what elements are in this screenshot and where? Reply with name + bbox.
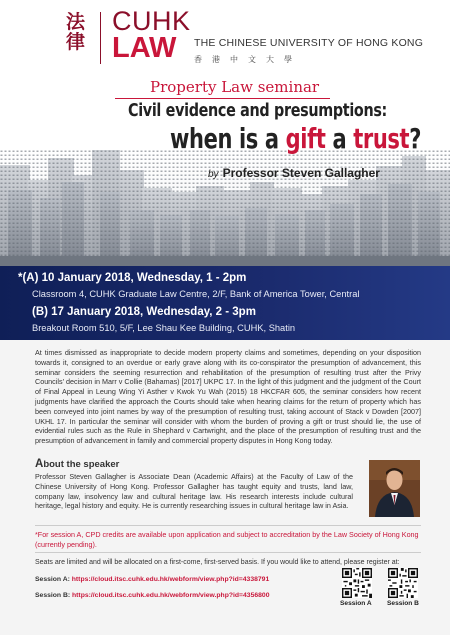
speaker-heading-initial: A xyxy=(35,458,44,470)
logo-divider xyxy=(100,12,101,64)
speaker-heading-rest: bout the speaker xyxy=(43,459,120,470)
seats-notice: Seats are limited and will be allocated on a first-come, first-served basis. If you would like to attend, please register at: xyxy=(35,559,400,566)
session-a-venue: Classroom 4, CUHK Graduate Law Centre, 2/F, Bank of America Tower, Central xyxy=(32,289,360,299)
registration-b-label: Session B: xyxy=(35,592,73,599)
logo-law: LAW xyxy=(112,32,177,64)
session-a-qr-label: Session A xyxy=(340,600,372,607)
session-b-venue: Breakout Room 510, 5/F, Lee Shau Kee Building, CUHK, Shatin xyxy=(32,323,296,333)
speaker-bio: Professor Steven Gallagher is Associate Dean (Academic Affairs) at the Faculty of Law of the Chinese University of Hong Kong. Professor Gallagher has taught equity and trusts, land law, company law, insolvency law and cultural heritage law. His research interests include cultural heritage, legal history and equity. He is currently researching issues in cultural heritage law in Asia. xyxy=(35,472,353,511)
session-b-qr-code[interactable] xyxy=(388,568,418,598)
header xyxy=(0,0,450,70)
title-part: when is a xyxy=(170,122,286,155)
speaker-name: Professor Steven Gallagher xyxy=(222,166,380,180)
session-a-qr-code[interactable] xyxy=(342,568,372,598)
registration-b xyxy=(35,592,269,599)
cpd-note: *For session A, CPD credits are available upon application and subject to accreditation by the Law Society of Hong Kong (currently pending). xyxy=(35,530,419,549)
hero-banner xyxy=(0,70,450,266)
seminar-abstract: At times dismissed as inappropriate to decide modern property claims and sometimes, depending on your disposition towards it, consigned to an overdue or early grave along with its co-conspirator the presumption of advancement, this seminar considers the seeming resurrection and rehabilitation of the presumption of resulting trust after the Privy Councils' decision in Marr v Collie (Bahamas) [2017] UKPC 17. In the light of this judgment and the judgment of the Court of Final Appeal in Leung Wing Yi Asther v Kwok Yu Wah (2015) 18 HKCFAR 605, the seminar considers how recent judgments have clarified the approach the Courts should take when hearing claims for the return of property which has been conveyed into joint names by way of the presumption of resulting trust, taking account of Stack v Dowden [2007] UKHL 17. In particular the seminar will consider with whom the burden of proving a gift or trust should lie, the use of evidential rules such as the Rule in Shephard v Cartwright, and the place of the presumption of resulting trust and the presumption of advancement in family and commercial property disputes in Hong Kong today. xyxy=(35,348,421,446)
speaker-heading xyxy=(35,458,119,470)
registration-a-link[interactable]: https://cloud.itsc.cuhk.edu.hk/webform/view.php?id=4338791 xyxy=(71,576,270,583)
title-part: ? xyxy=(409,122,422,155)
university-name-en: THE CHINESE UNIVERSITY OF HONG KONG xyxy=(194,37,424,49)
content-section xyxy=(0,340,450,635)
byline-prefix: by xyxy=(208,169,219,180)
title-highlight-trust: trust xyxy=(353,122,410,155)
session-a-date: *(A) 10 January 2018, Wednesday, 1 - 2pm xyxy=(18,272,247,284)
logo-chinese-characters: 法律 xyxy=(66,11,86,53)
registration-a xyxy=(35,576,269,583)
seminar-title-line-1: Civil evidence and presumptions: xyxy=(128,101,387,121)
title-highlight-gift: gift xyxy=(285,122,326,155)
session-b-date: (B) 17 January 2018, Wednesday, 2 - 3pm xyxy=(32,306,256,318)
logo-cuhk: CUHK xyxy=(112,6,191,36)
university-name-zh: 香港中文大學 xyxy=(194,55,302,64)
session-details-band xyxy=(0,266,450,340)
seminar-title-line-2 xyxy=(170,122,421,155)
divider xyxy=(35,552,421,553)
divider xyxy=(35,525,421,526)
registration-a-label: Session A: xyxy=(35,576,72,583)
speaker-photo xyxy=(369,460,420,517)
seminar-label: Property Law seminar xyxy=(150,78,320,96)
session-b-qr-label: Session B xyxy=(387,600,419,607)
registration-b-link[interactable]: https://cloud.itsc.cuhk.edu.hk/webform/view.php?id=4356800 xyxy=(72,592,270,599)
speaker-byline xyxy=(208,166,380,180)
title-part: a xyxy=(325,122,354,155)
title-divider xyxy=(115,98,330,99)
